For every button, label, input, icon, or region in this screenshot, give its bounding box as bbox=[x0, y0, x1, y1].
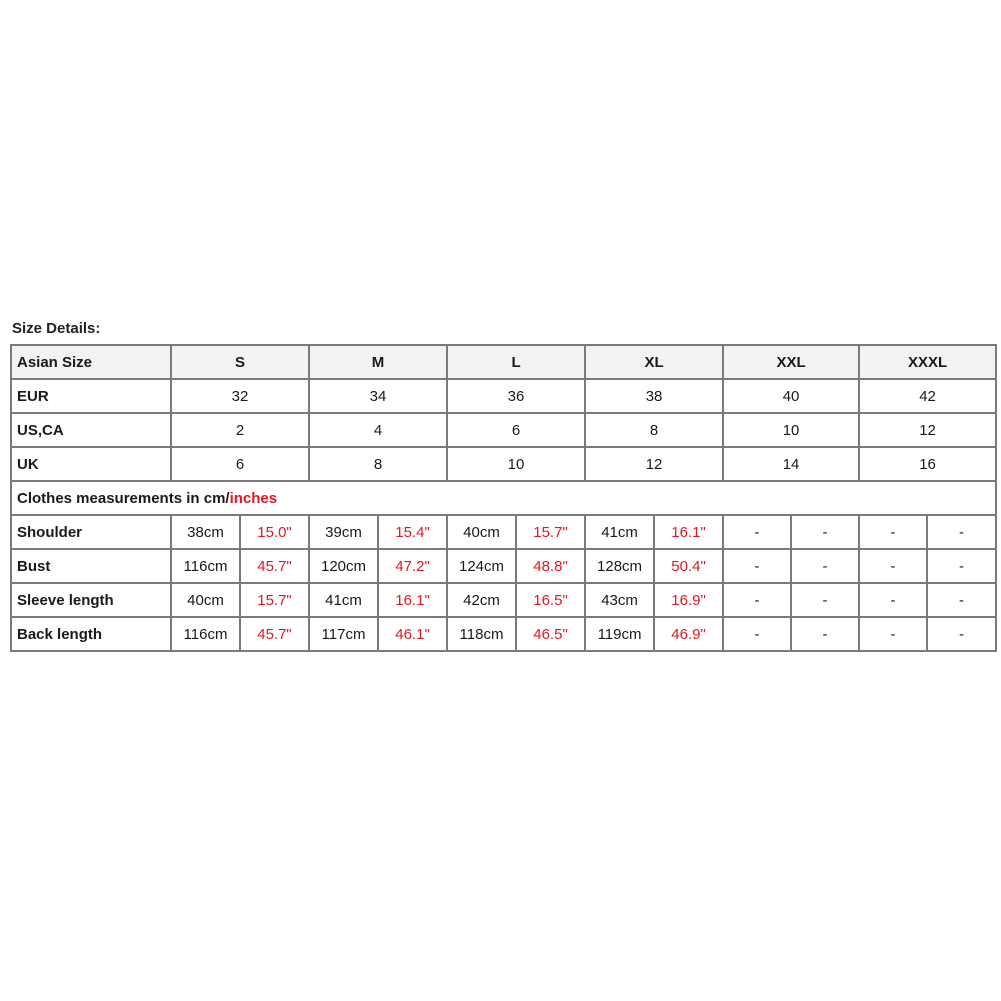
inch-cell: 46.1" bbox=[378, 617, 447, 651]
size-header-row bbox=[11, 345, 996, 379]
inch-cell: 46.5" bbox=[516, 617, 585, 651]
measurements-title-row bbox=[11, 481, 996, 515]
empty-cell: - bbox=[791, 515, 859, 549]
empty-cell: - bbox=[791, 549, 859, 583]
table-cell: 42 bbox=[859, 379, 996, 413]
conversion-row-uk bbox=[11, 447, 996, 481]
inch-cell: 16.9" bbox=[654, 583, 723, 617]
empty-cell: - bbox=[927, 549, 996, 583]
cm-cell: 41cm bbox=[309, 583, 378, 617]
cm-cell: 119cm bbox=[585, 617, 654, 651]
empty-cell: - bbox=[723, 583, 791, 617]
measurement-row-sleeve-length bbox=[11, 583, 996, 617]
cm-cell: 41cm bbox=[585, 515, 654, 549]
inch-cell: 45.7" bbox=[240, 549, 309, 583]
size-chart-table bbox=[10, 344, 997, 652]
inch-cell: 15.4" bbox=[378, 515, 447, 549]
size-header-xl: XL bbox=[585, 345, 723, 379]
table-cell: 10 bbox=[447, 447, 585, 481]
empty-cell: - bbox=[791, 583, 859, 617]
row-label: Sleeve length bbox=[11, 583, 171, 617]
empty-cell: - bbox=[927, 583, 996, 617]
empty-cell: - bbox=[723, 549, 791, 583]
cm-cell: 128cm bbox=[585, 549, 654, 583]
cm-cell: 39cm bbox=[309, 515, 378, 549]
measurement-row-back-length bbox=[11, 617, 996, 651]
inch-cell: 15.7" bbox=[516, 515, 585, 549]
cm-cell: 40cm bbox=[171, 583, 240, 617]
row-label: UK bbox=[11, 447, 171, 481]
inch-cell: 47.2" bbox=[378, 549, 447, 583]
cm-cell: 118cm bbox=[447, 617, 516, 651]
header-label-cell: Asian Size bbox=[11, 345, 171, 379]
conversion-row-eur bbox=[11, 379, 996, 413]
table-cell: 40 bbox=[723, 379, 859, 413]
row-label: Shoulder bbox=[11, 515, 171, 549]
empty-cell: - bbox=[859, 515, 927, 549]
empty-cell: - bbox=[859, 549, 927, 583]
table-cell: 12 bbox=[859, 413, 996, 447]
measurements-title bbox=[11, 481, 996, 515]
table-cell: 6 bbox=[171, 447, 309, 481]
inch-cell: 16.1" bbox=[654, 515, 723, 549]
empty-cell: - bbox=[723, 515, 791, 549]
table-cell: 2 bbox=[171, 413, 309, 447]
table-cell: 8 bbox=[585, 413, 723, 447]
size-header-m: M bbox=[309, 345, 447, 379]
row-label: Bust bbox=[11, 549, 171, 583]
table-cell: 32 bbox=[171, 379, 309, 413]
empty-cell: - bbox=[927, 617, 996, 651]
cm-cell: 38cm bbox=[171, 515, 240, 549]
row-label: US,CA bbox=[11, 413, 171, 447]
empty-cell: - bbox=[859, 583, 927, 617]
cm-cell: 40cm bbox=[447, 515, 516, 549]
table-cell: 14 bbox=[723, 447, 859, 481]
conversion-row-us-ca bbox=[11, 413, 996, 447]
table-cell: 8 bbox=[309, 447, 447, 481]
inch-cell: 48.8" bbox=[516, 549, 585, 583]
inch-cell: 46.9" bbox=[654, 617, 723, 651]
inch-cell: 50.4" bbox=[654, 549, 723, 583]
empty-cell: - bbox=[723, 617, 791, 651]
empty-cell: - bbox=[791, 617, 859, 651]
cm-cell: 124cm bbox=[447, 549, 516, 583]
empty-cell: - bbox=[927, 515, 996, 549]
table-cell: 6 bbox=[447, 413, 585, 447]
inch-cell: 16.5" bbox=[516, 583, 585, 617]
inch-cell: 15.0" bbox=[240, 515, 309, 549]
cm-cell: 116cm bbox=[171, 549, 240, 583]
row-label: Back length bbox=[11, 617, 171, 651]
cm-cell: 120cm bbox=[309, 549, 378, 583]
size-header-xxxl: XXXL bbox=[859, 345, 996, 379]
cm-cell: 116cm bbox=[171, 617, 240, 651]
table-cell: 34 bbox=[309, 379, 447, 413]
row-label: EUR bbox=[11, 379, 171, 413]
cm-cell: 43cm bbox=[585, 583, 654, 617]
size-header-xxl: XXL bbox=[723, 345, 859, 379]
table-cell: 10 bbox=[723, 413, 859, 447]
measurement-row-shoulder bbox=[11, 515, 996, 549]
inch-cell: 16.1" bbox=[378, 583, 447, 617]
size-details-caption: Size Details: bbox=[12, 320, 101, 337]
measurements-title-prefix: Clothes measurements in cm/ bbox=[17, 489, 230, 507]
table-cell: 12 bbox=[585, 447, 723, 481]
cm-cell: 117cm bbox=[309, 617, 378, 651]
table-cell: 4 bbox=[309, 413, 447, 447]
size-header-s: S bbox=[171, 345, 309, 379]
inch-cell: 15.7" bbox=[240, 583, 309, 617]
inch-cell: 45.7" bbox=[240, 617, 309, 651]
table-cell: 38 bbox=[585, 379, 723, 413]
measurements-title-accent: inches bbox=[229, 489, 278, 507]
measurement-row-bust bbox=[11, 549, 996, 583]
size-header-l: L bbox=[447, 345, 585, 379]
empty-cell: - bbox=[859, 617, 927, 651]
table-cell: 36 bbox=[447, 379, 585, 413]
table-cell: 16 bbox=[859, 447, 996, 481]
cm-cell: 42cm bbox=[447, 583, 516, 617]
